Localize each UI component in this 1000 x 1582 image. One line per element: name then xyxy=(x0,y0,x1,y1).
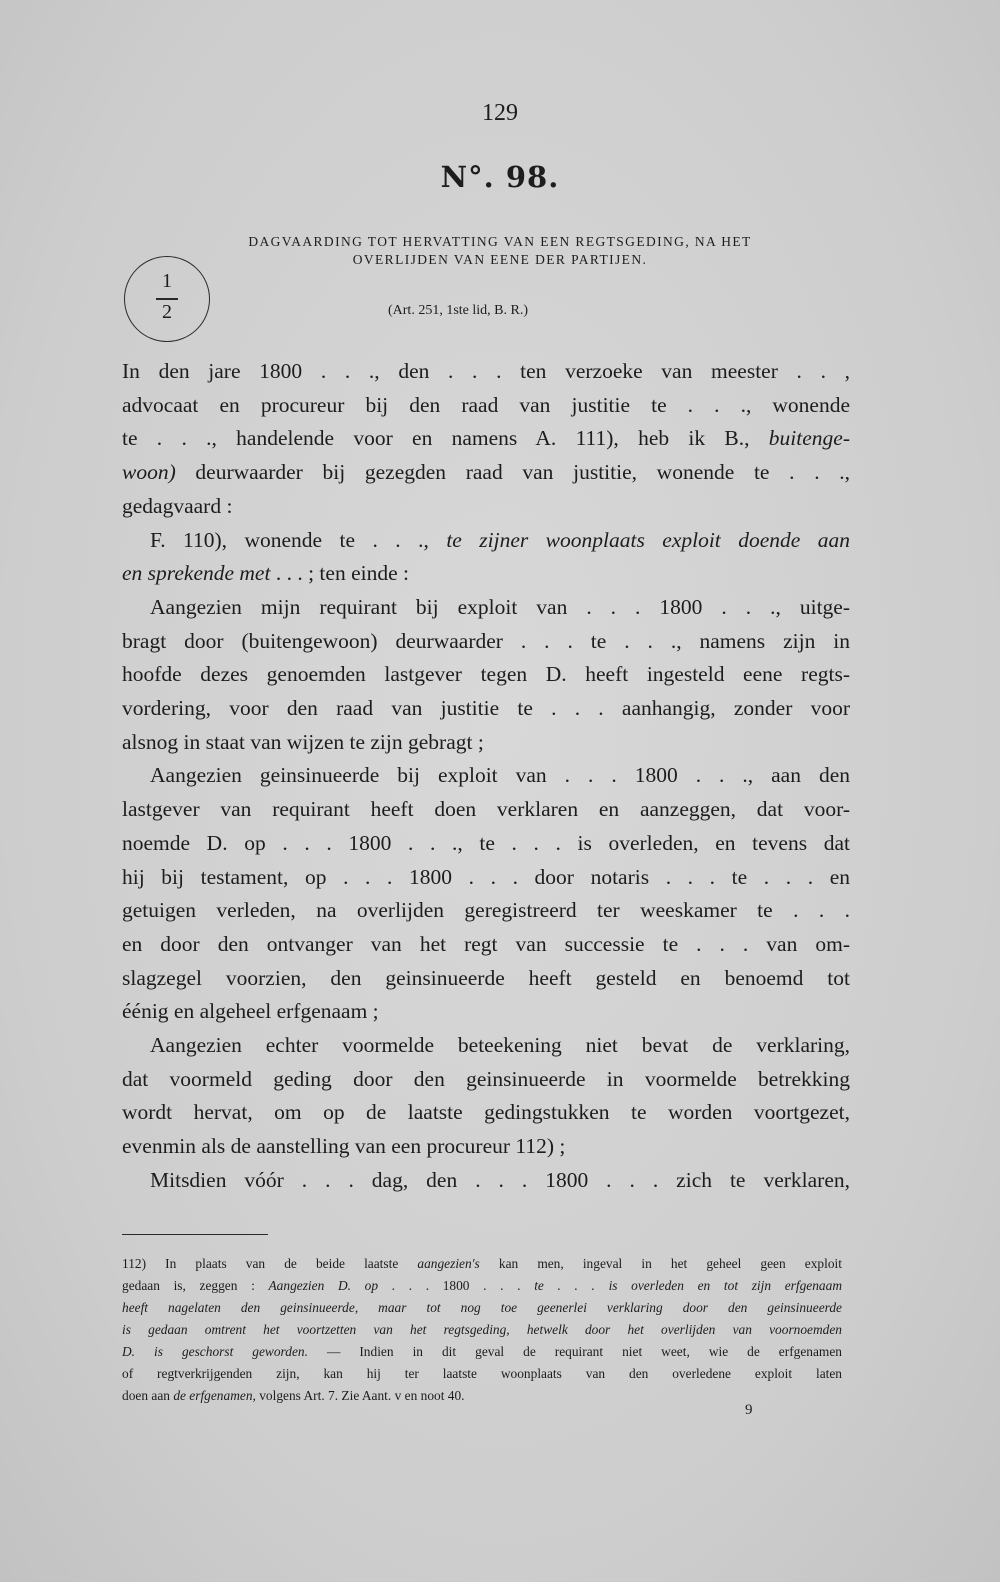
body-line xyxy=(122,490,850,524)
body-line xyxy=(122,793,850,827)
footnote-line xyxy=(122,1363,842,1385)
body-line xyxy=(122,962,850,996)
body-line xyxy=(122,422,850,456)
body-text: lastgever van requirant heeft doen verklaren en aanzeggen, dat voor- xyxy=(122,797,850,822)
body-line xyxy=(122,389,850,423)
body-text: deurwaarder bij gezegden raad van justitie, wonende te . . ., xyxy=(175,460,850,485)
footnote-line xyxy=(122,1385,842,1407)
footnote-italic-text: Aangezien D. op xyxy=(268,1278,379,1293)
body-text: F. 110), wonende te . . ., xyxy=(150,527,447,552)
body-text: Mitsdien vóór . . . dag, den . . . 1800 . . . zich te verklaren, xyxy=(150,1167,850,1192)
body-line xyxy=(122,1164,850,1198)
document-title xyxy=(140,233,860,269)
page-number: 129 xyxy=(482,100,518,126)
footnote-italic-text: te . . . is overleden en tot zijn erfgenaam xyxy=(534,1278,842,1293)
body-italic-text: en sprekende met xyxy=(122,561,271,586)
body-line xyxy=(122,1063,850,1097)
body-line xyxy=(122,726,850,760)
body-text: getuigen verleden, na overlijden geregistreerd ter weeskamer te . . . xyxy=(122,898,850,923)
title-line-2: OVERLIJDEN VAN EENE DER PARTIJEN. xyxy=(352,252,648,267)
footnote-italic-text: D. is geschorst geworden. xyxy=(122,1344,308,1359)
stamp-fraction-bar xyxy=(156,298,178,300)
body-line xyxy=(122,894,850,928)
footnote-text xyxy=(122,1253,842,1407)
body-text: Aangezien geinsinueerde bij exploit van . . . 1800 . . ., aan den xyxy=(150,763,850,788)
body-line xyxy=(122,928,850,962)
body-text: evenmin als de aanstelling van een procureur 112) ; xyxy=(122,1134,566,1159)
body-line xyxy=(122,591,850,625)
body-italic-text: buitenge- xyxy=(768,426,850,451)
document-number: N°. 98. xyxy=(440,160,560,194)
body-line xyxy=(122,995,850,1029)
body-line xyxy=(122,1096,850,1130)
body-text: bragt door (buitengewoon) deurwaarder . . . te . . ., namens zijn in xyxy=(122,628,850,653)
body-text: In den jare 1800 . . ., den . . . ten verzoeke van meester . . , xyxy=(122,359,850,383)
body-line xyxy=(122,456,850,490)
footnote-line xyxy=(122,1341,842,1363)
body-line xyxy=(122,625,850,659)
body-line xyxy=(122,861,850,895)
stamp-bottom-number: 2 xyxy=(162,301,172,323)
article-reference: (Art. 251, 1ste lid, B. R.) xyxy=(388,303,528,318)
body-line xyxy=(122,1029,850,1063)
footnote-text: . . . 1800 . . . xyxy=(378,1278,535,1293)
body-text: en door den ontvanger van het regt van successie te . . . van om- xyxy=(122,931,850,956)
footnote-separator xyxy=(122,1234,268,1235)
body-line xyxy=(122,1130,850,1164)
footnote-text: 112) In plaats van de beide laatste xyxy=(122,1256,418,1271)
title-line-1: DAGVAARDING TOT HERVATTING VAN EEN REGTSGEDING, NA HET xyxy=(248,234,752,249)
body-text: gedagvaard : xyxy=(122,493,233,518)
footnote-text: volgens Art. 7. Zie Aant. v en noot 40. xyxy=(255,1388,465,1403)
body-line xyxy=(122,759,850,793)
footnote-text: doen aan xyxy=(122,1388,174,1403)
footnote-line xyxy=(122,1253,842,1275)
body-text: alsnog in staat van wijzen te zijn gebragt ; xyxy=(122,729,484,754)
body-text: hij bij testament, op . . . 1800 . . . door notaris . . . te . . . en xyxy=(122,864,850,889)
body-text: advocaat en procureur bij den raad van justitie te . . ., wonende xyxy=(122,392,850,417)
footnote-line xyxy=(122,1297,842,1319)
body-line xyxy=(122,827,850,861)
footnote-italic-text: de erfgenamen, xyxy=(173,1388,256,1403)
footnote-text: — Indien in dit geval de requirant niet weet, wie de erfgenamen xyxy=(307,1344,842,1359)
body-italic-text: woon) xyxy=(122,460,176,485)
body-text: vordering, voor den raad van justitie te . . . aanhangig, zonder voor xyxy=(122,696,850,721)
body-line xyxy=(122,692,850,726)
body-line xyxy=(122,557,850,591)
footnote-text: of regtverkrijgenden zijn, kan hij ter laatste woonplaats van den overledene exploit laten xyxy=(122,1366,842,1381)
footnote-italic-text: aangezien's xyxy=(417,1256,480,1271)
footnote-italic-text: heeft nagelaten den geinsinueerde, maar tot nog toe geenerlei verklaring door den geinsinueerde xyxy=(122,1300,842,1315)
body-line xyxy=(122,658,850,692)
footnote-line xyxy=(122,1319,842,1341)
body-text: wordt hervat, om op de laatste gedingstukken te worden voortgezet, xyxy=(122,1100,850,1125)
stamp-top-number: 1 xyxy=(162,270,172,292)
body-text: slagzegel voorzien, den geinsinueerde heeft gesteld en benoemd tot xyxy=(122,965,850,990)
body-text xyxy=(122,355,850,1198)
body-text: Aangezien mijn requirant bij exploit van . . . 1800 . . ., uitge- xyxy=(150,594,850,619)
body-text: Aangezien echter voormelde beteekening niet bevat de verklaring, xyxy=(150,1033,850,1058)
body-text: hoofde dezes genoemden lastgever tegen D. heeft ingesteld eene regts- xyxy=(122,662,850,687)
body-text: noemde D. op . . . 1800 . . ., te . . . is overleden, en tevens dat xyxy=(122,830,850,855)
footnote-line xyxy=(122,1275,842,1297)
body-text: te . . ., handelende voor en namens A. 111), heb ik B., xyxy=(122,426,769,451)
library-stamp xyxy=(124,256,210,342)
footnote-text: kan men, ingeval in het geheel geen exploit xyxy=(479,1256,842,1271)
signature-mark: 9 xyxy=(745,1402,753,1418)
body-text: . . . ; ten einde : xyxy=(270,561,409,586)
body-line xyxy=(122,355,850,389)
footnote-text: gedaan is, zeggen : xyxy=(122,1278,269,1293)
body-line xyxy=(122,524,850,558)
body-italic-text: te zijner woonplaats exploit doende aan xyxy=(446,527,850,552)
body-text: dat voormeld geding door den geinsinueerde in voormelde betrekking xyxy=(122,1066,850,1091)
body-text: éénig en algeheel erfgenaam ; xyxy=(122,999,379,1024)
footnote-italic-text: is gedaan omtrent het voortzetten van het regtsgeding, hetwelk door het overlijden van voornoemden xyxy=(122,1322,842,1337)
